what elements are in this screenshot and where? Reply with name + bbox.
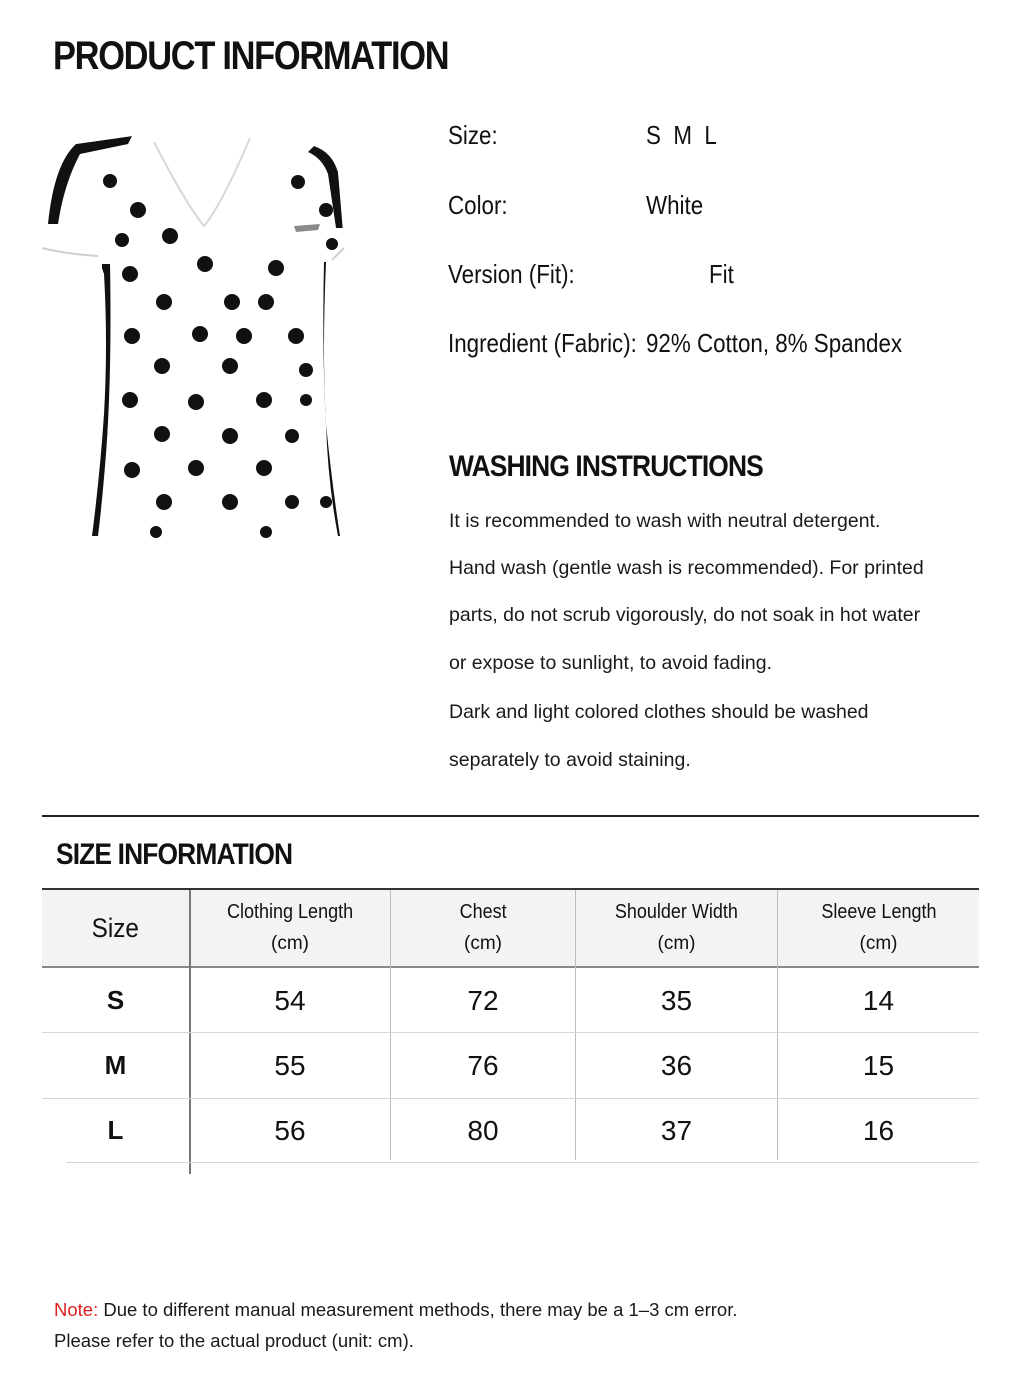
- table-header-sleeve-length: [778, 890, 979, 966]
- note-label: Note:: [54, 1299, 99, 1320]
- spec-value: 92% Cotton, 8% Spandex: [646, 328, 903, 358]
- table-cell: 36: [660, 1049, 693, 1081]
- washing-line: separately to avoid staining.: [449, 749, 691, 771]
- table-header-chest: [391, 890, 575, 966]
- table-cell: 55: [274, 1049, 306, 1081]
- polka-dot-tshirt-icon: [36, 124, 368, 550]
- table-cell: 56: [274, 1114, 306, 1146]
- header-text: Shoulder Width: [614, 901, 739, 923]
- spec-value: Fit: [709, 259, 734, 289]
- size-table: [42, 888, 979, 1174]
- table-cell: 15: [862, 1049, 895, 1081]
- table-header-size: [42, 890, 189, 966]
- note-line-2: Please refer to the actual product (unit: cm).: [54, 1330, 414, 1351]
- table-cell: 72: [467, 984, 499, 1016]
- table-cell-size: M: [104, 1050, 127, 1080]
- table-cell-size: S: [106, 985, 125, 1015]
- washing-title: WASHING INSTRUCTIONS: [449, 450, 763, 483]
- table-header-clothing-length: [190, 890, 390, 966]
- section-divider: [42, 815, 979, 817]
- spec-label: Size:: [448, 120, 498, 150]
- spec-row-size: [448, 120, 988, 160]
- header-text: Size: [91, 912, 140, 943]
- spec-row-color: [448, 190, 988, 230]
- size-info-title: SIZE INFORMATION: [56, 838, 293, 871]
- spec-label: Version (Fit):: [448, 259, 575, 289]
- table-cell: 76: [467, 1049, 499, 1081]
- table-cell: 37: [660, 1114, 693, 1146]
- note-text: Due to different manual measurement methods, there may be a 1–3 cm error.: [98, 1299, 738, 1320]
- header-unit: (cm): [859, 933, 898, 954]
- spec-value: White: [646, 190, 704, 220]
- table-cell: 14: [862, 984, 895, 1016]
- spec-label: Color:: [448, 190, 508, 220]
- table-cell-size: L: [107, 1115, 124, 1145]
- note-line-1: [54, 1299, 737, 1321]
- table-cell: 80: [467, 1114, 499, 1146]
- header-text: Clothing Length: [226, 901, 354, 923]
- header-text: Sleeve Length: [820, 901, 937, 923]
- header-unit: (cm): [464, 933, 502, 954]
- washing-line: It is recommended to wash with neutral detergent.: [449, 510, 881, 532]
- spec-row-fabric: [448, 328, 988, 368]
- table-cell: 16: [862, 1114, 895, 1146]
- table-header-shoulder-width: [576, 890, 777, 966]
- table-cell: 35: [660, 984, 693, 1016]
- washing-line: parts, do not scrub vigorously, do not soak in hot water: [449, 604, 921, 626]
- spec-label: Ingredient (Fabric):: [448, 328, 637, 358]
- washing-line: Dark and light colored clothes should be washed: [449, 701, 869, 723]
- header-text: Chest: [459, 901, 507, 923]
- washing-line: or expose to sunlight, to avoid fading.: [449, 652, 773, 674]
- header-unit: (cm): [271, 933, 309, 954]
- spec-row-fit: [448, 259, 988, 299]
- page-title: PRODUCT INFORMATION: [53, 34, 449, 78]
- header-unit: (cm): [657, 933, 696, 954]
- spec-value: S M L: [646, 120, 717, 150]
- washing-line: Hand wash (gentle wash is recommended). For printed: [449, 557, 924, 579]
- table-cell: 54: [274, 984, 306, 1016]
